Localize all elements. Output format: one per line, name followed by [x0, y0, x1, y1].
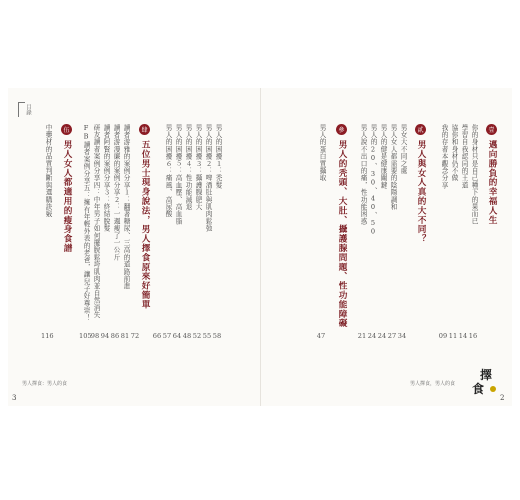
chapter-title[interactable]: 男人女人都適用的瘦身食譜: [62, 140, 72, 253]
page-number: 57: [162, 332, 172, 340]
logo-mark: 食: [472, 382, 485, 396]
running-footer: 男人擇食，男人的食: [410, 381, 456, 387]
logo-mark: 擇: [480, 368, 493, 382]
chapter-title[interactable]: 邁向勝負的幸福人生: [487, 140, 497, 225]
toc-item[interactable]: 男人的困擾４：性功能減退: [184, 124, 192, 211]
toc-item[interactable]: 男人的困擾１：禿髮: [214, 124, 222, 189]
toc-item[interactable]: 讀者游雅的案例分享１：翻著糖尿、三高的道路前進: [122, 124, 130, 290]
right-page: [260, 88, 512, 406]
toc-item[interactable]: 協你和身材仍不做: [450, 124, 458, 182]
toc-item[interactable]: 你的身材只是自己種下的果而已: [470, 124, 478, 225]
page-number: 11: [448, 332, 458, 340]
page-number: 116: [41, 332, 54, 340]
page-number: 98: [90, 332, 100, 340]
chapter-title[interactable]: 五位男士現身說法，男人擇食原來好簡單: [140, 140, 150, 310]
chapter-badge: 參: [336, 124, 347, 135]
page-number: 48: [182, 332, 192, 340]
page-number: 86: [110, 332, 120, 340]
page-number: 24: [367, 332, 377, 340]
page-number: 52: [192, 332, 202, 340]
chapter-badge: 貳: [415, 124, 426, 135]
toc-item[interactable]: 讀者游漫廉的案例分享２：一週瘦了一公斤: [112, 124, 120, 261]
toc-item[interactable]: 男人說不出口的痛，性功能困惑: [359, 124, 367, 225]
page-number: 105: [79, 332, 92, 340]
page-number: 34: [397, 332, 407, 340]
page-number: 09: [438, 332, 448, 340]
page-number: 16: [468, 332, 478, 340]
page-number: 66: [152, 332, 162, 340]
folio-right: 2: [500, 394, 505, 402]
page-number: 55: [202, 332, 212, 340]
chapter-title[interactable]: 男人與女人真的大不同？: [416, 140, 426, 244]
running-footer: 男人擇食：男人的食: [22, 381, 68, 387]
page-number: 27: [387, 332, 397, 340]
running-head: 目錄: [25, 104, 31, 116]
left-page: [8, 88, 260, 406]
toc-item[interactable]: 讀者阿賢的案例分享３：終結脫髮: [102, 124, 110, 232]
toc-item[interactable]: 男人女人都需要的陰陽調和: [389, 124, 397, 211]
page-number: 58: [212, 332, 222, 340]
toc-item[interactable]: FB讀者案例分享五：擁有年輕外表的老爸，讓兒子好尊崇！: [82, 124, 90, 322]
toc-item[interactable]: 男人的困擾６：痛風、高尿酸: [164, 124, 172, 218]
page-number: 81: [120, 332, 130, 340]
page-number: 21: [357, 332, 367, 340]
toc-item[interactable]: 男人的困擾５：高血壓、高血脂: [174, 124, 182, 225]
chapter-title[interactable]: 男人的秃頭、大肚、攝護腺問題、性功能障礙: [337, 140, 347, 328]
page-number: 47: [316, 332, 326, 340]
page-number: 72: [130, 332, 140, 340]
toc-item[interactable]: 男人的20、30、40、50: [369, 124, 377, 236]
toc-item[interactable]: 中藥材的品質判斷與選購訣竅: [44, 124, 52, 218]
folio-left: 3: [12, 394, 17, 402]
logo-dot-icon: [490, 386, 496, 392]
toc-item[interactable]: 我的存者本觀念分享: [440, 124, 448, 189]
toc-item[interactable]: 男人的健是健康關鍵: [379, 124, 387, 189]
toc-item[interactable]: 男人的困擾２：啤酒肚與肌肉鬆弛: [204, 124, 212, 232]
toc-item[interactable]: 男女大不同之處: [399, 124, 407, 175]
toc-item[interactable]: 男人的蛋白質攝取: [318, 124, 326, 182]
page-number: 64: [172, 332, 182, 340]
page-number: 24: [377, 332, 387, 340]
chapter-badge: 伍: [61, 124, 72, 135]
toc-item[interactable]: 研友讀者案例分享四：中年男子如何擺脫鬆垮肌肉並自然消失: [92, 124, 100, 319]
chapter-badge: 肆: [139, 124, 150, 135]
chapter-badge: 壹: [486, 124, 497, 135]
book-spread: [8, 88, 512, 406]
page-number: 14: [458, 332, 468, 340]
toc-item[interactable]: 學習自我認同的王道: [460, 124, 468, 189]
page-number: 94: [100, 332, 110, 340]
toc-item[interactable]: 男人的困擾３：攝護腺肥大: [194, 124, 202, 211]
